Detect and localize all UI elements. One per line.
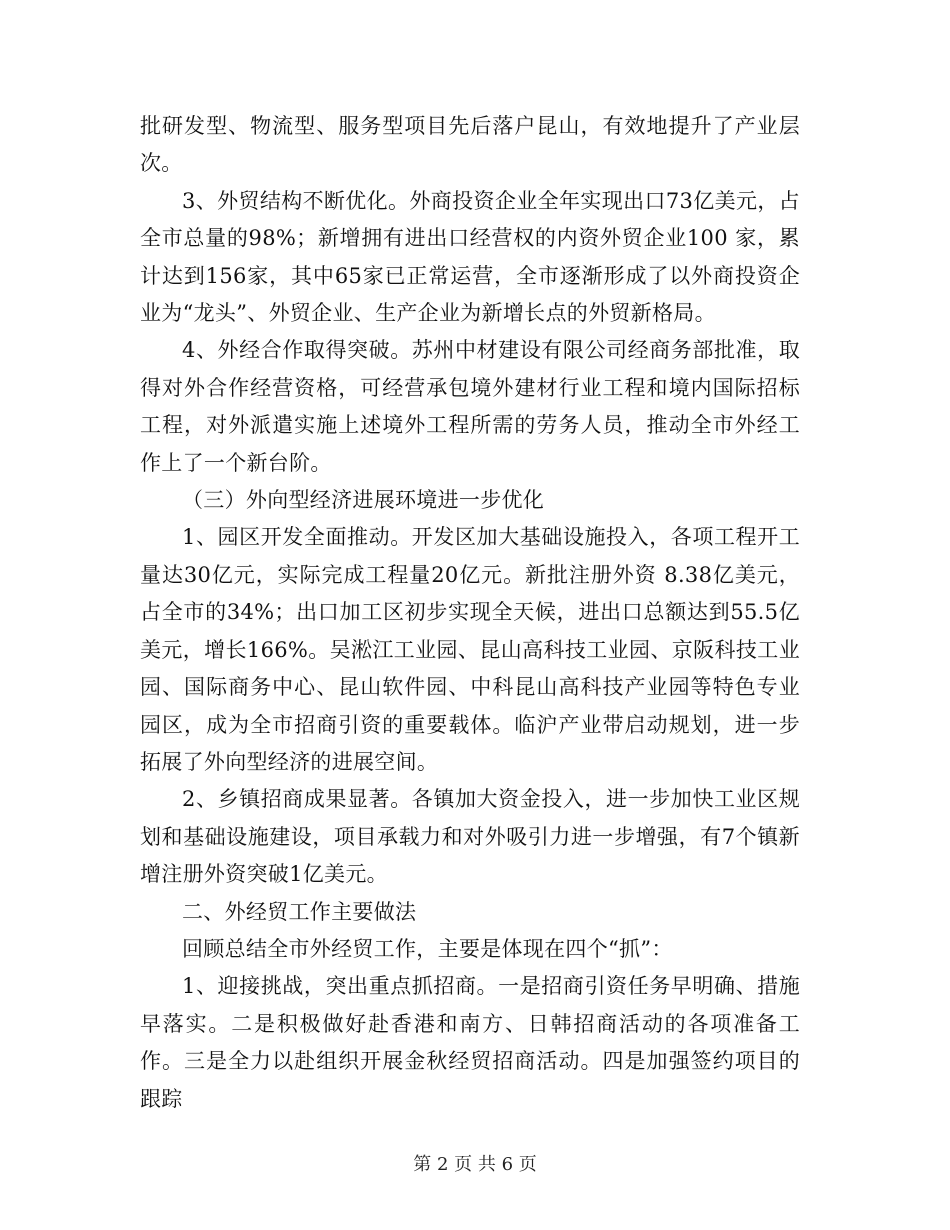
paragraph-park-development: 1、园区开发全面推动。开发区加大基础设施投入，各项工程开工量达30亿元，实际完成工程量20亿元。新批注册外资 8.38亿美元，占全市的34%；出口加工区初步实现全天候，进出口总额达到55.5亿美元，增长166%。吴淞江工业园、昆山高科技工业园、京阪科技工业园、国际商务中心、昆山软件园、中科昆山高科技产业园等特色专业园区，成为全市招商引资的重要载体。临沪产业带启动规划，进一步拓展了外向型经济的进展空间。	[140, 525, 800, 774]
paragraph-foreign-cooperation: 4、外经合作取得突破。苏州中材建设有限公司经商务部批准，取得对外合作经营资格，可经营承包境外建材行业工程和境内国际招标工程，对外派遣实施上述境外工程所需的劳务人员，推动全市外经工作上了一个新台阶。	[140, 338, 800, 475]
body-text	[140, 108, 800, 1118]
paragraph-review-summary: 回顾总结全市外经贸工作，主要是体现在四个“抓”：	[182, 936, 673, 961]
paragraph-township-investment: 2、乡镇招商成果显著。各镇加大资金投入，进一步加快工业区规划和基础设施建设，项目承载力和对外吸引力进一步增强，有7个镇新增注册外资突破1亿美元。	[140, 787, 800, 887]
paragraph-investment-focus: 1、迎接挑战，突出重点抓招商。一是招商引资任务早明确、措施早落实。二是积极做好赴香港和南方、日韩招商活动的各项准备工作。三是全力以赴组织开展金秋经贸招商活动。四是加强签约项目的跟踪	[140, 974, 800, 1111]
paragraph-foreign-trade-structure: 3、外贸结构不断优化。外商投资企业全年实现出口73亿美元，占全市总量的98%；新增拥有进出口经营权的内资外贸企业100 家，累计达到156家，其中65家已正常运营，全市逐渐形成了以外商投资企业为“龙头”、外贸企业、生产企业为新增长点的外贸新格局。	[140, 188, 800, 326]
section-heading-main-practices: 二、外经贸工作主要做法	[182, 899, 417, 924]
paragraph-continuation: 批研发型、物流型、服务型项目先后落户昆山，有效地提升了产业层次。	[140, 114, 800, 176]
page-number-footer: 第 2 页 共 6 页	[413, 1154, 537, 1175]
section-heading-environment: （三）外向型经济进展环境进一步优化	[182, 488, 545, 513]
